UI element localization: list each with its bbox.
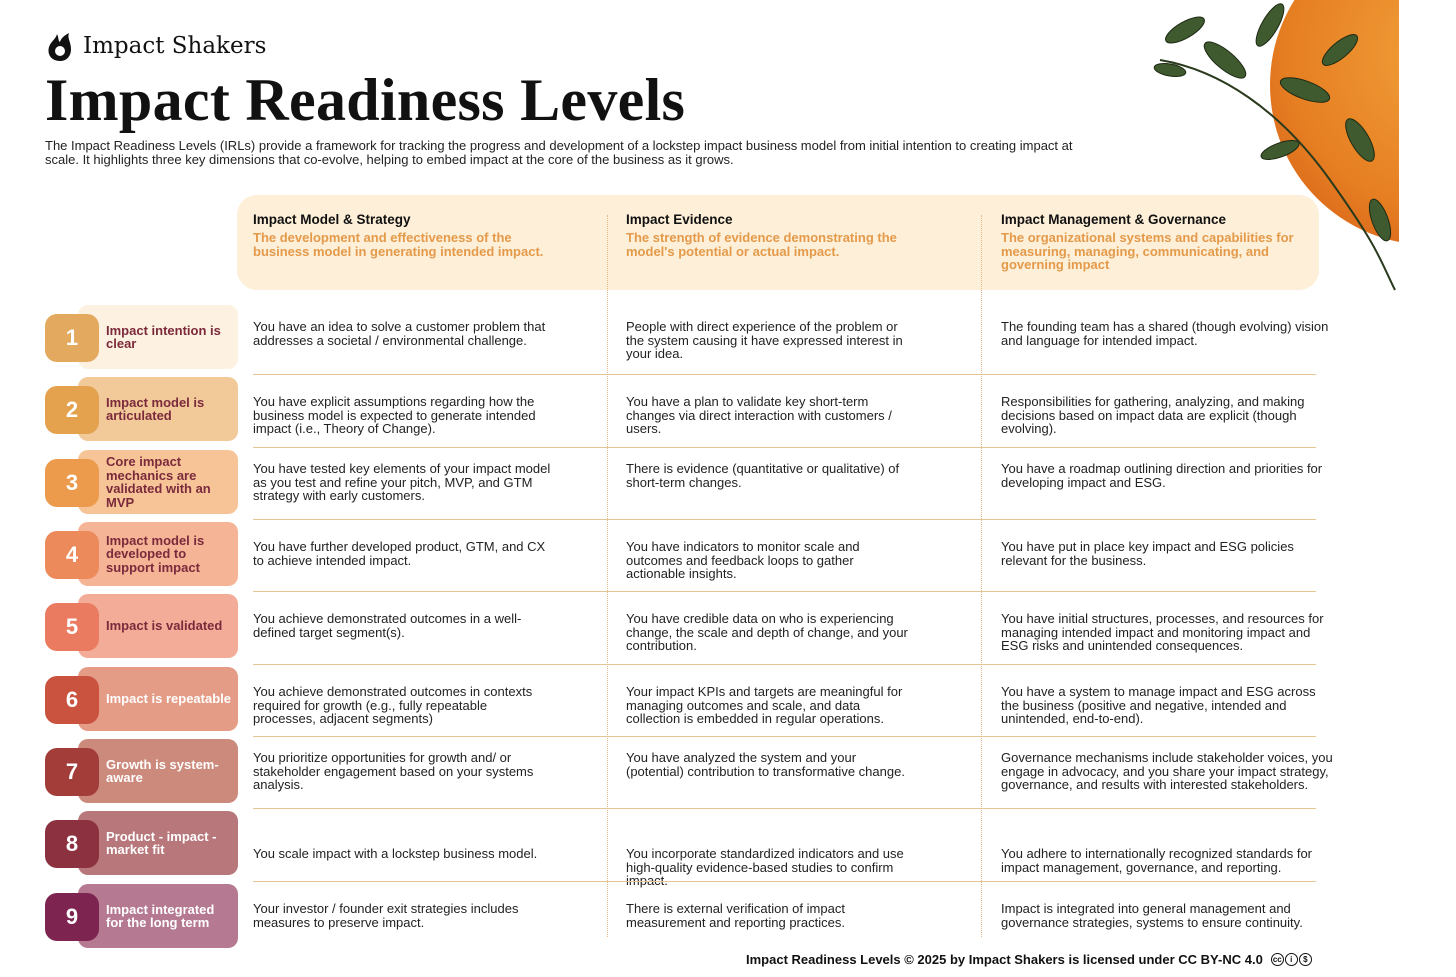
level-number-badge: 9 [45, 893, 99, 941]
level-number-badge: 3 [45, 459, 99, 507]
flame-logo-icon [45, 30, 75, 62]
column-header-governance [1001, 212, 1301, 272]
level-label: Impact intention is clear [106, 322, 221, 351]
column-header-evidence [626, 212, 916, 258]
row-divider [253, 664, 1316, 665]
column-title: Impact Evidence [626, 212, 733, 227]
level-label: Impact model is developed to support impact [106, 532, 205, 575]
license-text: Impact Readiness Levels © 2025 by Impact Shakers is licensed under CC BY-NC 4.0 [746, 952, 1263, 967]
column-title: Impact Management & Governance [1001, 212, 1227, 227]
level-label: Impact is validated [106, 618, 223, 633]
level-number-badge: 8 [45, 820, 99, 868]
level-cell: You have indicators to monitor scale and outcomes and feedback loops to gather actionable insights. [626, 539, 860, 581]
intro-paragraph: The Impact Readiness Levels (IRLs) provide a framework for tracking the progress and development of a lockstep impact business model from initial intention to creating impact at scale. It highlights three key dimensions that co-evolve, helping to embed impact at the core of the business as it grows. [45, 138, 1073, 167]
level-label: Growth is system-aware [106, 756, 219, 785]
column-separator [981, 215, 982, 937]
row-divider [253, 808, 1316, 809]
level-cell: Governance mechanisms include stakeholder voices, you engage in advocacy, and you share your impact strategy, governance, and results with interested stakeholders. [1001, 750, 1333, 792]
level-cell: The founding team has a shared (though evolving) vision and language for intended impact. [1001, 319, 1329, 348]
column-description: The strength of evidence demonstrating the model's potential or actual impact. [626, 230, 897, 259]
level-cell: You have analyzed the system and your (potential) contribution to transformative change. [626, 750, 905, 779]
level-cell: Impact is integrated into general management and governance strategies, systems to ensure continuity. [1001, 901, 1303, 930]
level-cell: You adhere to internationally recognized standards for impact management, governance, and reporting. [1001, 846, 1313, 875]
column-title: Impact Model & Strategy [253, 212, 411, 227]
level-cell: You have further developed product, GTM, and CX to achieve intended impact. [253, 539, 546, 568]
level-number-badge: 7 [45, 748, 99, 796]
column-description: The organizational systems and capabilities for measuring, managing, communicating, and governing impact [1001, 230, 1294, 272]
level-cell: Your investor / founder exit strategies includes measures to preserve impact. [253, 901, 519, 930]
level-number-badge: 6 [45, 676, 99, 724]
level-cell: You have tested key elements of your impact model as you test and refine your pitch, MVP, and GTM strategy with early customers. [253, 461, 551, 503]
row-divider [253, 374, 1316, 375]
row-divider [253, 881, 1316, 882]
level-cell: You have a system to manage impact and ESG across the business (positive and negative, intended and unintended, end-to-end). [1001, 684, 1316, 726]
row-divider [253, 447, 1316, 448]
level-cell: You achieve demonstrated outcomes in contexts required for growth (e.g., fully repeatable processes, adjacent segments) [253, 684, 533, 726]
level-cell: You have put in place key impact and ESG policies relevant for the business. [1001, 539, 1294, 568]
level-cell: You incorporate standardized indicators and use high-quality evidence-based studies to confirm impact. [626, 846, 904, 888]
level-cell: Responsibilities for gathering, analyzing, and making decisions based on impact data are explicit (though evolving). [1001, 394, 1305, 436]
level-cell: You have a roadmap outlining direction and priorities for developing impact and ESG. [1001, 461, 1323, 490]
brand-name: Impact Shakers [83, 33, 267, 59]
level-cell: You have credible data on who is experiencing change, the scale and depth of change, and your contribution. [626, 611, 908, 653]
level-cell: People with direct experience of the problem or the system causing it have expressed interest in your idea. [626, 319, 903, 361]
level-cell: There is evidence (quantitative or qualitative) of short-term changes. [626, 461, 900, 490]
column-separator [607, 215, 608, 937]
page-title: Impact Readiness Levels [45, 67, 686, 133]
level-cell: There is external verification of impact measurement and reporting practices. [626, 901, 845, 930]
license-footer [746, 952, 1312, 967]
level-cell: You achieve demonstrated outcomes in a well-defined target segment(s). [253, 611, 522, 640]
level-label: Impact is repeatable [106, 691, 231, 706]
level-number-badge: 4 [45, 531, 99, 579]
level-cell: You scale impact with a lockstep business model. [253, 846, 538, 861]
level-cell: You prioritize opportunities for growth and/ or stakeholder engagement based on your systems analysis. [253, 750, 534, 792]
column-header-model [253, 212, 553, 258]
level-cell: Your impact KPIs and targets are meaningful for managing outcomes and scale, and data collection is embedded in regular operations. [626, 684, 903, 726]
level-number-badge: 2 [45, 386, 99, 434]
level-cell: You have initial structures, processes, and resources for managing intended impact and monitoring impact and ESG risks and unintended consequences. [1001, 611, 1324, 653]
row-divider [253, 591, 1316, 592]
level-number-badge: 1 [45, 314, 99, 362]
level-cell: You have explicit assumptions regarding how the business model is expected to generate intended impact (i.e., Theory of Change). [253, 394, 536, 436]
row-divider [253, 736, 1316, 737]
row-divider [253, 519, 1316, 520]
level-number-badge: 5 [45, 603, 99, 651]
level-label: Core impact mechanics are validated with an MVP [106, 454, 211, 510]
brand-logo [45, 30, 266, 62]
column-description: The development and effectiveness of the business model in generating intended impact. [253, 230, 544, 259]
level-cell: You have an idea to solve a customer problem that addresses a societal / environmental challenge. [253, 319, 546, 348]
cc-by-nc-icon: cc i $ [1271, 953, 1312, 966]
level-cell: You have a plan to validate key short-term changes via direct interaction with customers / users. [626, 394, 892, 436]
level-label: Impact integrated for the long term [106, 901, 215, 930]
level-label: Impact model is articulated [106, 394, 205, 423]
level-label: Product - impact - market fit [106, 828, 217, 857]
